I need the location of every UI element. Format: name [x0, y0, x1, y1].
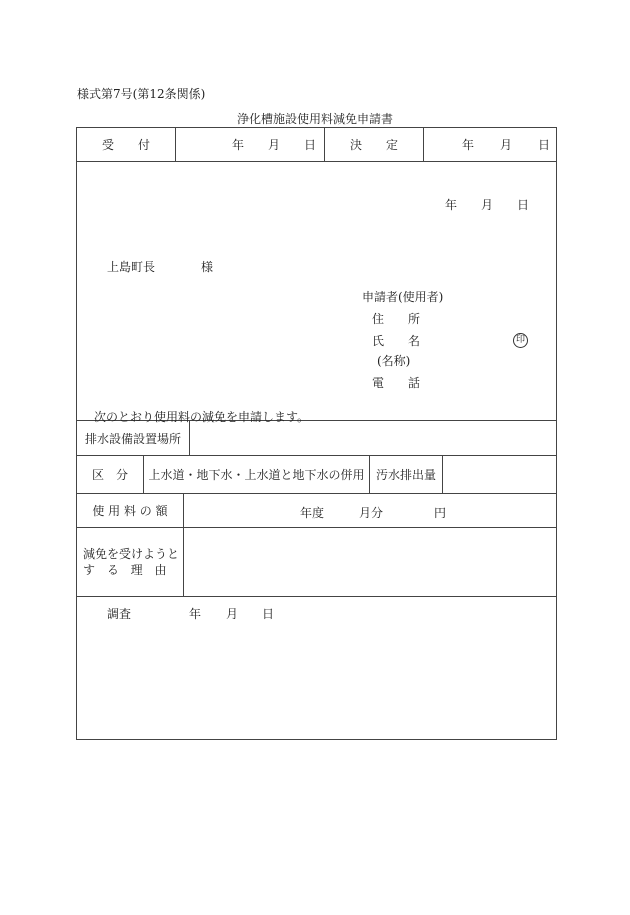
reason-input[interactable]: [184, 528, 556, 596]
phone-label: 電 話: [372, 376, 421, 390]
corp-name-label: (名称): [377, 354, 411, 368]
form-number: 様式第7号(第12条関係): [77, 87, 206, 101]
received-label: 受 付: [77, 128, 176, 161]
form-title: 浄化槽施設使用料減免申請書: [236, 112, 393, 126]
discharge-label: 汚水排出量: [370, 456, 443, 493]
survey-label: 調査: [107, 607, 132, 621]
category-options[interactable]: 上水道・地下水・上水道と地下水の併用: [144, 456, 370, 493]
category-label: 区 分: [77, 456, 144, 493]
decision-label: 決 定: [325, 128, 424, 161]
location-input[interactable]: [190, 421, 556, 455]
location-label: 排水設備設置場所: [77, 421, 190, 455]
decision-date[interactable]: 年 月 日: [461, 138, 551, 152]
applicant-label: 申請者(使用者): [362, 290, 444, 304]
application-body: [77, 162, 556, 424]
reason-label: 減免を受けようと す る 理 由: [77, 528, 184, 596]
application-form-table: [76, 127, 557, 740]
application-date[interactable]: 年 月 日: [445, 198, 530, 212]
addressee-honorific: 様: [201, 260, 214, 274]
received-date[interactable]: 年 月 日: [176, 128, 325, 161]
address-label: 住 所: [372, 312, 421, 326]
discharge-input[interactable]: [443, 456, 556, 493]
name-label: 氏 名: [372, 334, 421, 348]
seal-mark: 印: [513, 331, 528, 348]
fee-input[interactable]: 年度 月分 円: [300, 506, 447, 520]
application-statement: 次のとおり使用料の減免を申請します。: [94, 410, 310, 424]
addressee: 上島町長: [107, 260, 156, 274]
fee-label: 使 用 料 の 額: [77, 494, 184, 527]
survey-section[interactable]: 調査 年 月 日: [107, 607, 275, 621]
